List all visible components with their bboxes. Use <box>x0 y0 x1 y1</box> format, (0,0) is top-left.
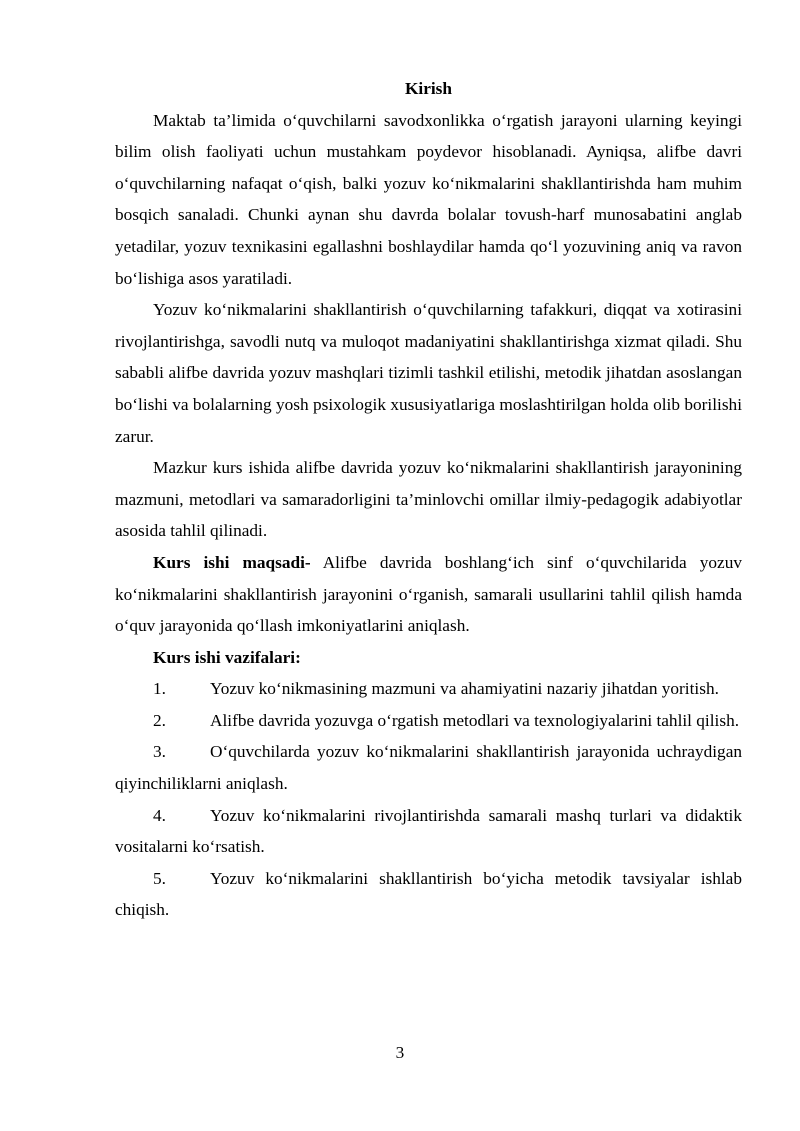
section-title: Kirish <box>404 79 453 98</box>
task-number: 3. <box>153 742 166 762</box>
task-number: 5. <box>153 868 166 888</box>
task-number: 4. <box>153 805 166 825</box>
task-text: Yozuv ko‘nikmasining mazmuni va ahamiyatini nazariy jihatdan yoritish. <box>210 679 719 699</box>
task-item <box>115 705 742 737</box>
goal-label: Kurs ishi maqsadi- <box>153 552 311 572</box>
goal-text: Alifbe davrida boshlang‘ich sinf o‘quvchilarida yozuv ko‘nikmalarini shakllantirish jarayonini o‘rganish, samarali usullarini tahlil qilish hamda o‘quv jarayonida qo‘llash imkoniyatlarini aniqlash. <box>115 552 742 636</box>
paragraph-intro: Maktab ta’limida o‘quvchilarni savodxonlikka o‘rgatish jarayoni ularning keyingi bilim olish faoliyati uchun mustahkam poydevor hisoblanadi. Ayniqsa, alifbe davri o‘quvchilarning nafaqat o‘qish, balki yozuv ko‘nikmalarini shakllantirishda ham muhim bosqich sanaladi. Chunki aynan shu davrda bolalar tovush-harf munosabatini anglab yetadilar, yozuv texnikasini egallashni boshlaydilar hamda qo‘l yozuvining aniq va ravon bo‘lishiga asos yaratiladi. <box>115 110 742 288</box>
task-item <box>115 673 742 705</box>
task-item <box>115 863 742 926</box>
task-text: O‘quvchilarda yozuv ko‘nikmalarini shakllantirish jarayonida uchraydigan qiyinchiliklarni aniqlash. <box>115 742 742 794</box>
task-number: 2. <box>153 710 166 730</box>
tasks-heading: Kurs ishi vazifalari: <box>153 647 301 667</box>
task-text: Alifbe davrida yozuvga o‘rgatish metodlari va texnologiyalarini tahlil qilish. <box>210 710 740 730</box>
task-item <box>115 800 742 863</box>
task-number: 1. <box>153 679 166 699</box>
paragraph-scope: Mazkur kurs ishida alifbe davrida yozuv ko‘nikmalarini shakllantirish jarayonining mazmuni, metodlari va samaradorligini ta’minlovchi omillar ilmiy-pedagogik adabiyotlar asosida tahlil qilinadi. <box>115 458 742 541</box>
task-text: Yozuv ko‘nikmalarini rivojlantirishda samarali mashq turlari va didaktik vositalarni ko‘rsatish. <box>115 805 742 857</box>
page-number: 3 <box>395 1043 405 1062</box>
paragraph-importance: Yozuv ko‘nikmalarini shakllantirish o‘quvchilarning tafakkuri, diqqat va xotirasini rivojlantirishga, savodli nutq va muloqot madaniyatini shakllantirishga xizmat qiladi. Shu sababli alifbe davrida yozuv mashqlari tizimli tashkil etilishi, metodik jihatdan asoslangan bo‘lishi va bolalarning yosh psixologik xususiyatlariga moslashtirilgan holda olib borilishi zarur. <box>115 300 742 446</box>
task-text: Yozuv ko‘nikmalarini shakllantirish bo‘yicha metodik tavsiyalar ishlab chiqish. <box>115 868 742 920</box>
page-body <box>115 73 742 926</box>
paragraph-goal <box>115 547 742 642</box>
task-item <box>115 736 742 799</box>
